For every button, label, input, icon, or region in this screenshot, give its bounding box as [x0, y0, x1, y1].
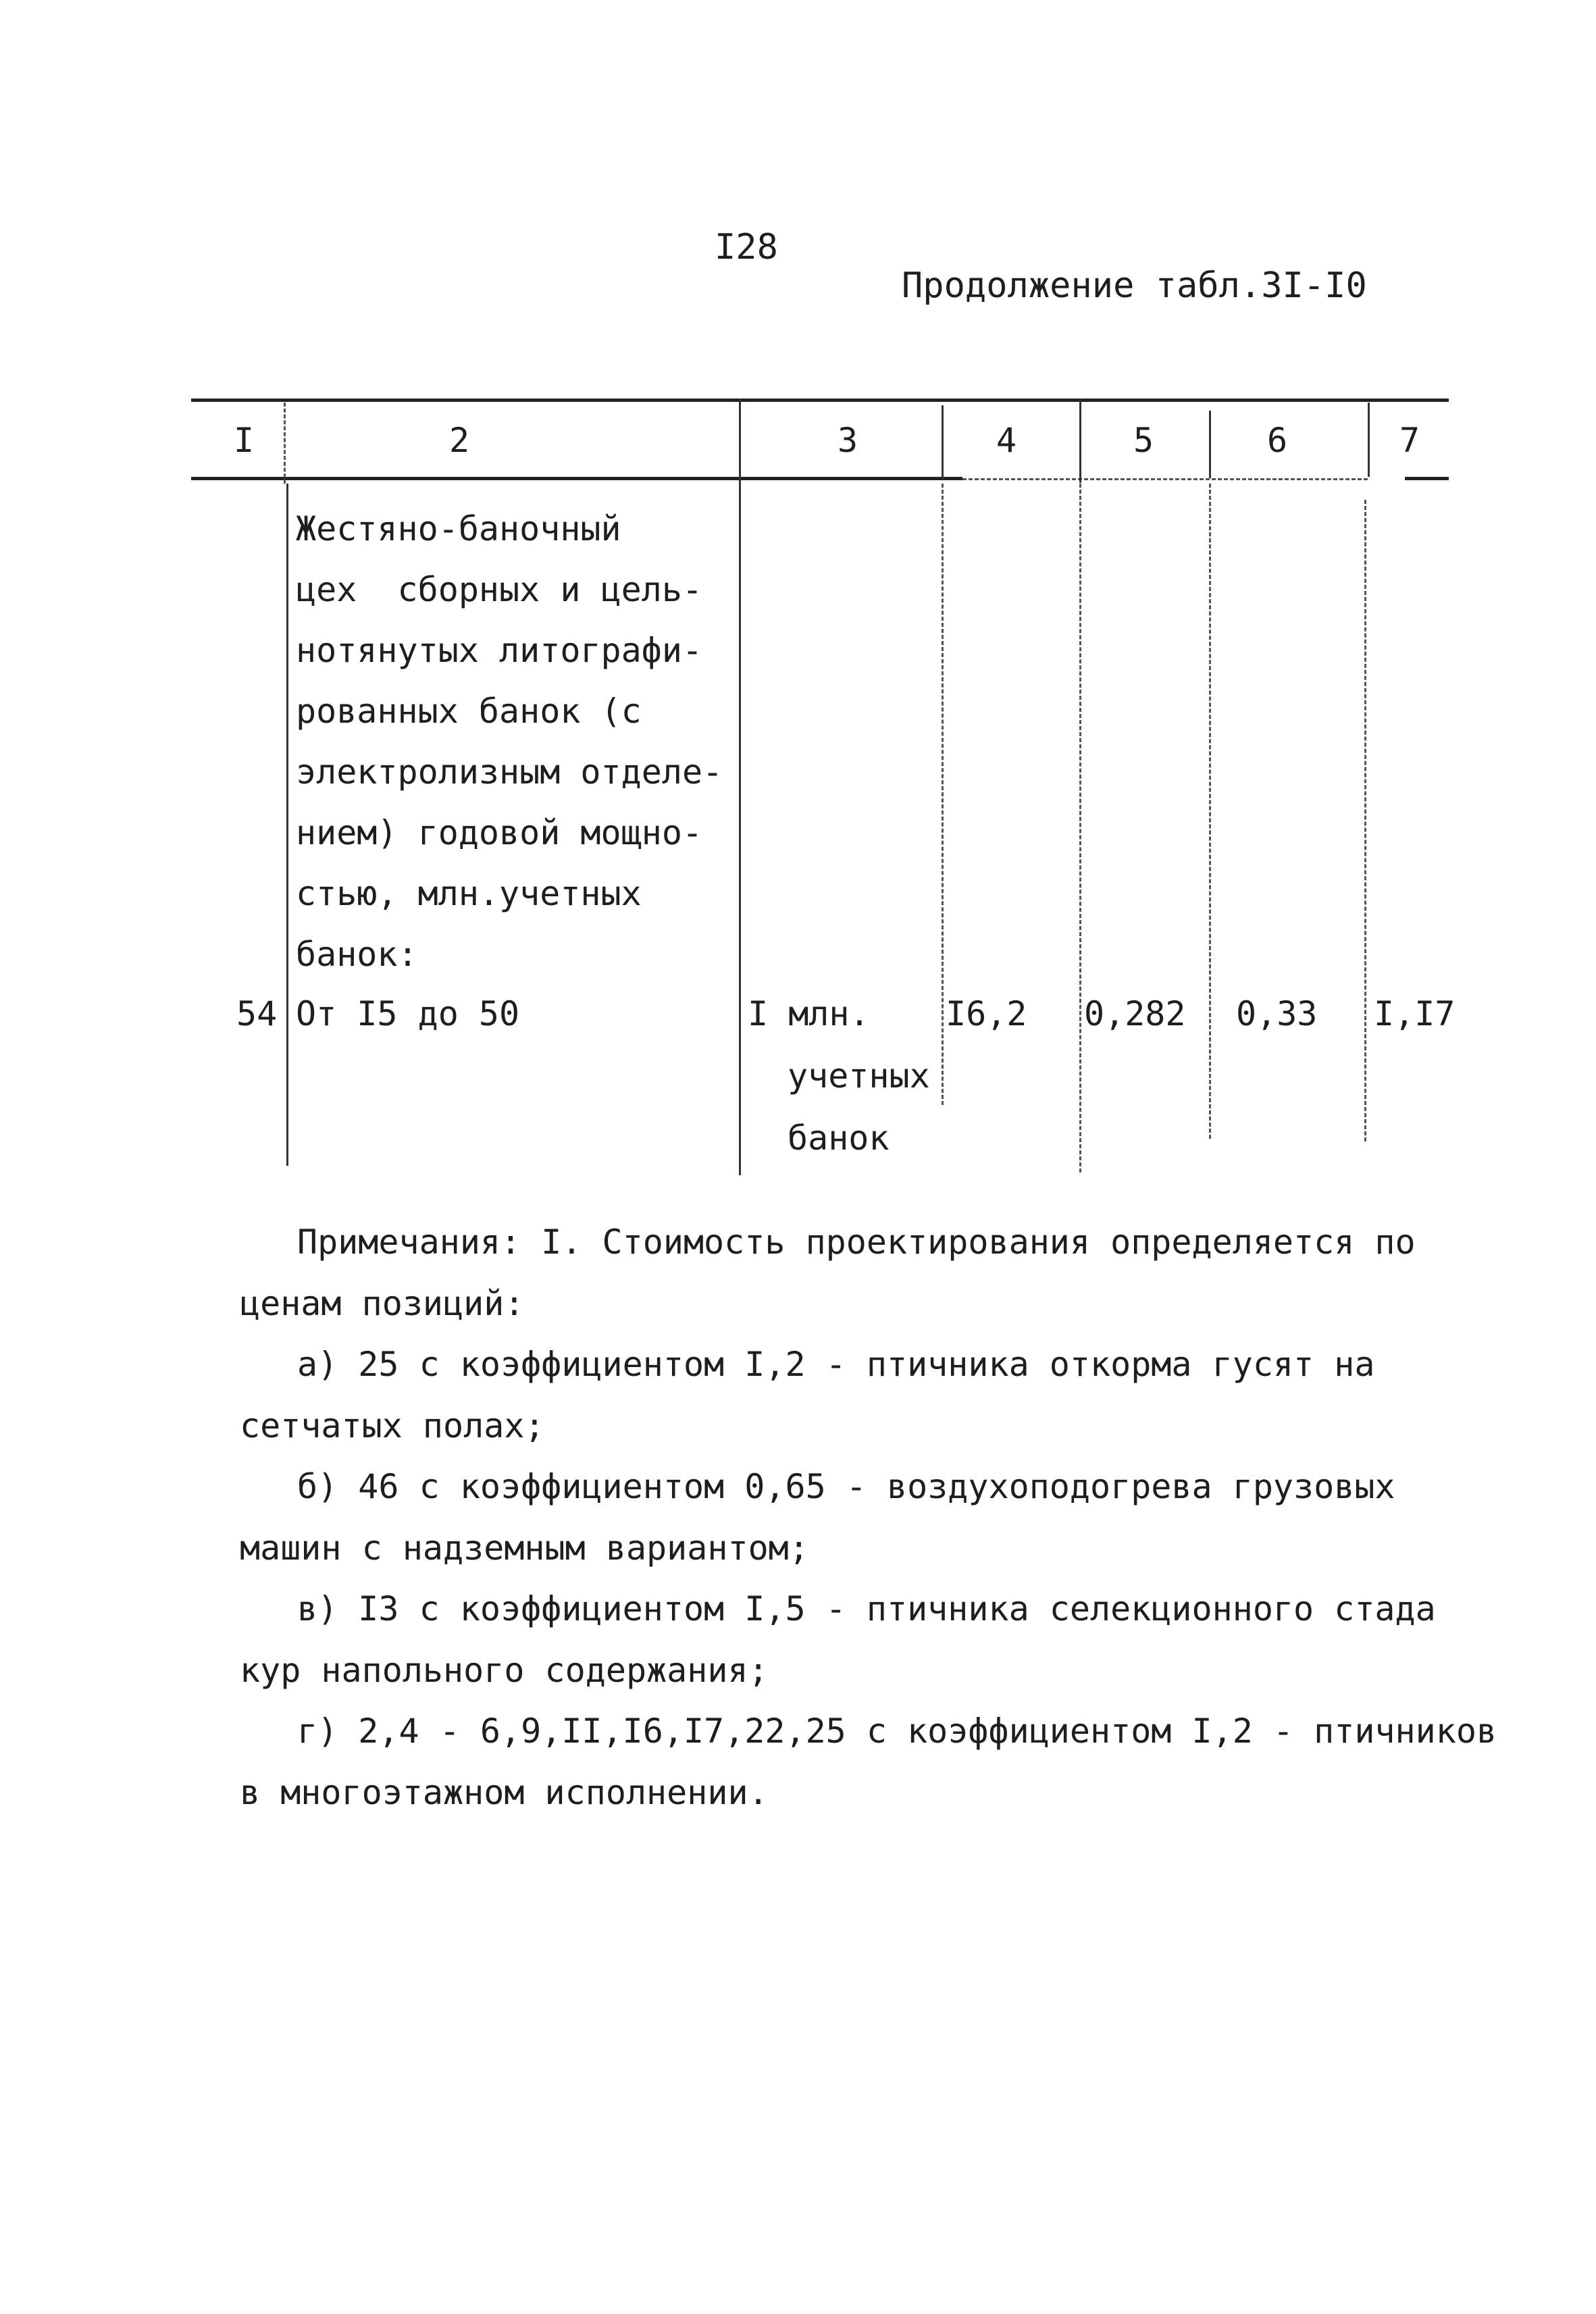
column-header-6: 6 — [1267, 421, 1288, 460]
note-line-7: в) I3 с коэффициентом I,5 - птичника селекционного стада — [297, 1589, 1436, 1628]
column-header-7: 7 — [1399, 421, 1420, 460]
column-divider-1-body — [286, 484, 288, 1166]
description-line-5: электролизным отделе- — [296, 752, 723, 792]
note-line-1: Примечания: I. Стоимость проектирования определяется по — [297, 1223, 1416, 1262]
description-line-4: рованных банок (с — [296, 692, 642, 731]
description-line-6: нием) годовой мощно- — [296, 813, 703, 852]
column-divider-4 — [1079, 484, 1081, 1173]
row-col7-value: I,I7 — [1374, 994, 1456, 1033]
column-divider-6 — [1364, 500, 1366, 1141]
table-continuation-caption: Продолжение табл.3I-I0 — [902, 265, 1367, 306]
header-bottom-rule — [191, 477, 962, 480]
column-header-4: 4 — [996, 421, 1017, 460]
header-bottom-rule-dashed — [962, 478, 1368, 480]
header-bottom-rule-end — [1405, 477, 1449, 480]
table-top-rule — [191, 398, 1449, 402]
column-header-3: 3 — [838, 421, 858, 460]
column-divider-2 — [739, 398, 741, 1175]
column-header-2: 2 — [449, 421, 470, 460]
description-line-2: цех сборных и цель- — [296, 570, 703, 609]
row-col5-value: 0,282 — [1084, 994, 1186, 1033]
row-unit-line-3: банок — [788, 1119, 890, 1158]
description-line-3: нотянутых литографи- — [296, 631, 703, 670]
note-line-2: ценам позиций: — [240, 1284, 525, 1323]
column-divider-5 — [1209, 484, 1211, 1139]
note-line-4: сетчатых полах; — [240, 1406, 545, 1445]
column-divider-5-head — [1209, 411, 1211, 478]
note-line-10: в многоэтажном исполнении. — [240, 1773, 769, 1812]
description-line-8: банок: — [296, 935, 418, 974]
column-divider-3 — [942, 484, 944, 1105]
column-divider-3-head — [942, 405, 944, 480]
row-col4-value: I6,2 — [946, 994, 1027, 1033]
column-divider-4-head — [1079, 398, 1081, 483]
row-unit-line-1: I млн. — [748, 994, 870, 1033]
column-divider-1 — [284, 403, 286, 484]
row-position-number: 54 — [236, 994, 278, 1033]
description-line-1: Жестяно-баночный — [296, 509, 621, 548]
note-line-5: б) 46 с коэффициентом 0,65 - воздухоподогрева грузовых — [297, 1467, 1395, 1506]
row-range: От I5 до 50 — [296, 994, 520, 1033]
column-divider-6-head — [1368, 403, 1370, 477]
description-line-7: стью, млн.учетных — [296, 874, 642, 913]
row-unit-line-2: учетных — [788, 1056, 930, 1096]
column-header-5: 5 — [1133, 421, 1154, 460]
note-line-3: а) 25 с коэффициентом I,2 - птичника откорма гусят на — [297, 1345, 1375, 1384]
row-col6-value: 0,33 — [1236, 994, 1318, 1033]
note-line-9: г) 2,4 - 6,9,II,I6,I7,22,25 с коэффициентом I,2 - птичников — [297, 1712, 1497, 1751]
note-line-8: кур напольного содержания; — [240, 1651, 769, 1690]
column-header-1: I — [234, 421, 255, 460]
page-number: I28 — [715, 227, 778, 267]
note-line-6: машин с надземным вариантом; — [240, 1528, 809, 1568]
